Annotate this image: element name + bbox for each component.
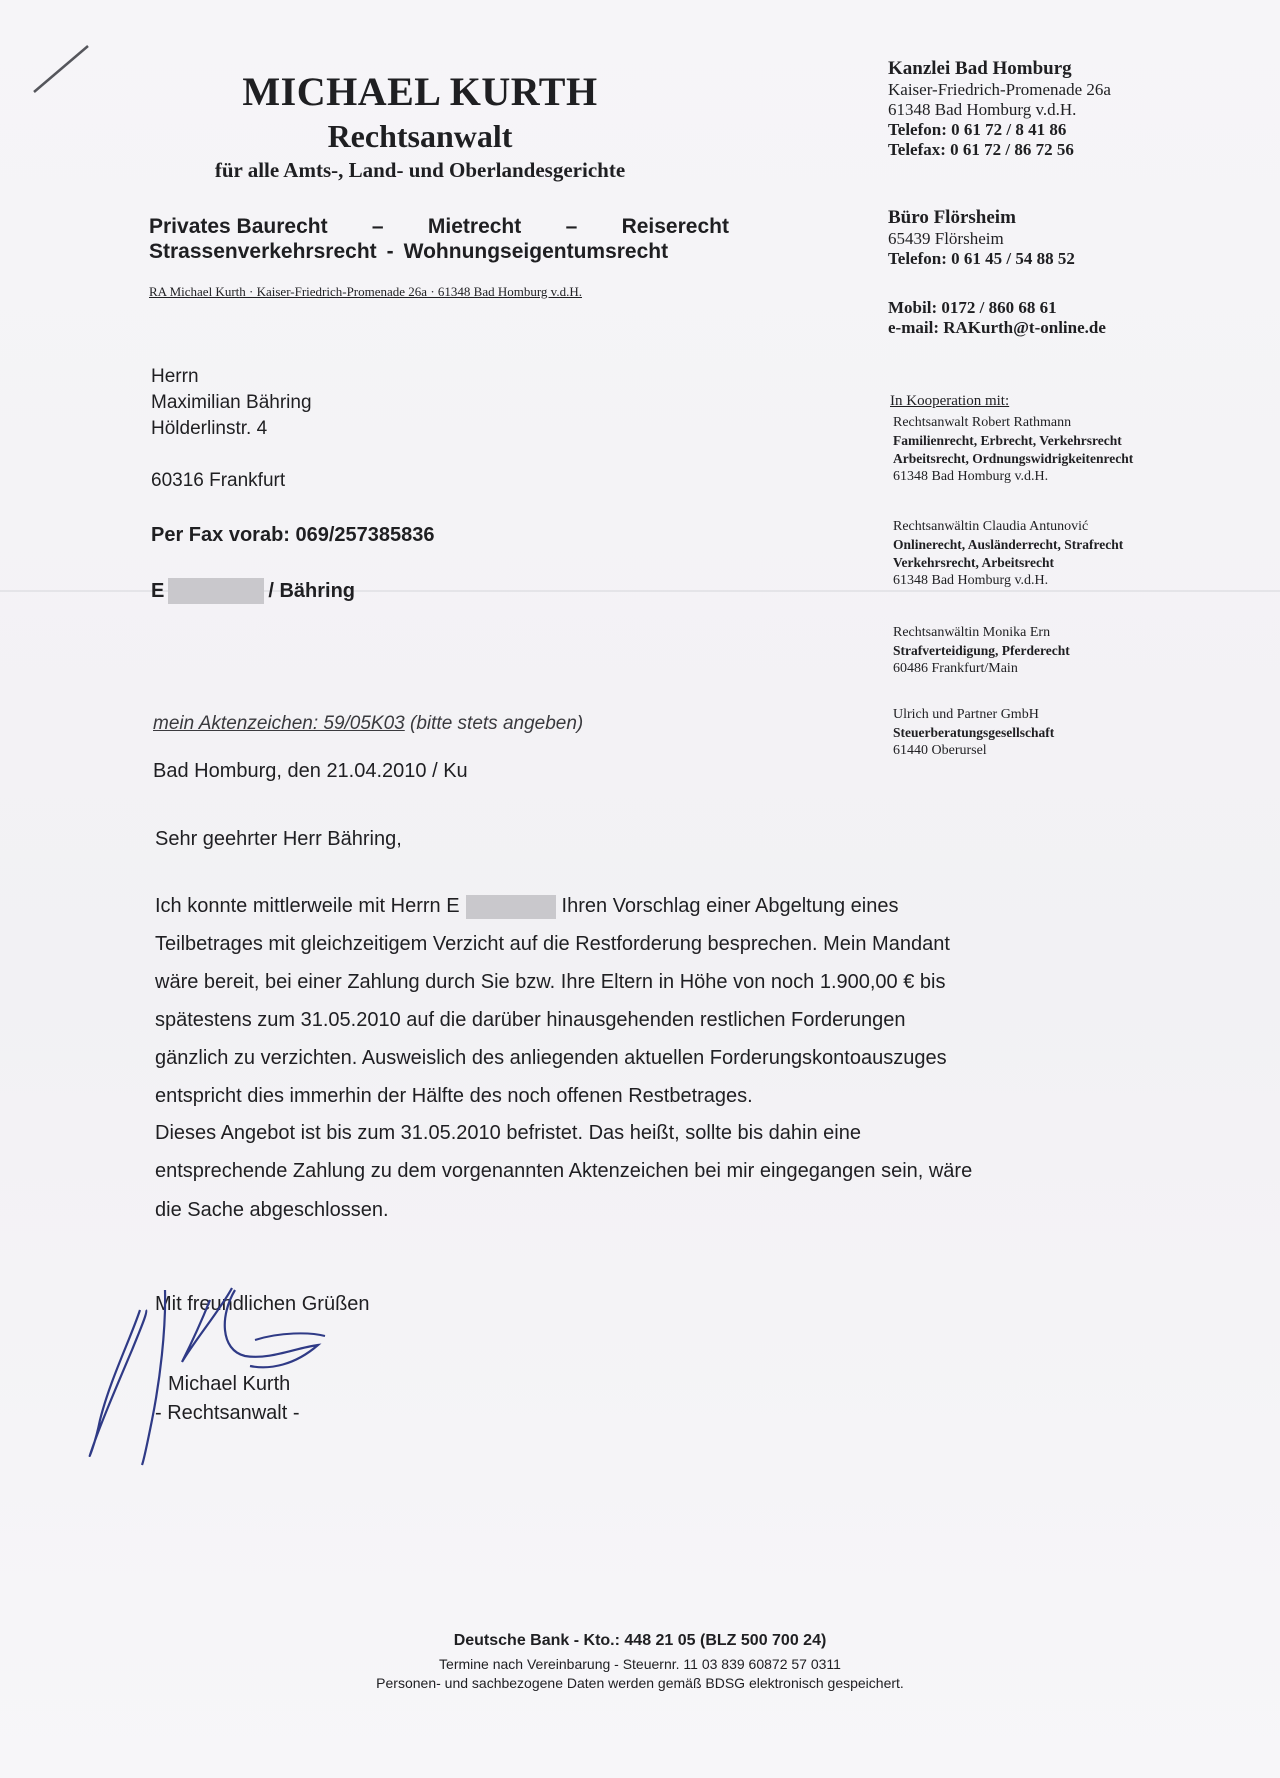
email-address: e-mail: RAKurth@t-online.de xyxy=(888,318,1106,337)
date-line: Bad Homburg, den 21.04.2010 / Ku xyxy=(153,760,468,782)
office-city: 65439 Flörsheim xyxy=(888,229,1004,248)
footer-info: Termine nach Vereinbarung - Steuernr. 11 03 839 60872 57 0311 xyxy=(439,1656,841,1672)
redaction-block xyxy=(168,578,264,604)
lawyer-title: Rechtsanwalt xyxy=(327,118,513,154)
separator: - xyxy=(386,240,394,263)
practice-area: Mietrecht xyxy=(427,215,522,238)
signer-title: - Rechtsanwalt - xyxy=(155,1402,300,1424)
body-line: die Sache abgeschlossen. xyxy=(155,1199,389,1221)
practice-area: Wohnungseigentumsrecht xyxy=(403,240,669,263)
practice-areas-row2 xyxy=(149,240,729,264)
cooperation-heading: In Kooperation mit: xyxy=(890,393,1010,409)
recipient-street: Hölderlinstr. 4 xyxy=(151,418,268,439)
office-bad-homburg xyxy=(888,58,1268,160)
recipient-name: Maximilian Bähring xyxy=(151,392,312,413)
signer-name: Michael Kurth xyxy=(168,1373,291,1395)
closing: Mit freundlichen Grüßen xyxy=(155,1293,370,1315)
footer-privacy: Personen- und sachbezogene Daten werden gemäß BDSG elektronisch gespeichert. xyxy=(376,1675,904,1691)
office-phone: Telefon: 0 61 72 / 8 41 86 xyxy=(888,120,1067,139)
partner-name: Ulrich und Partner GmbH xyxy=(893,707,1039,722)
body-line: gänzlich zu verzichten. Ausweislich des anliegenden aktuellen Forderungskontoauszuges xyxy=(155,1047,947,1069)
practice-area: Privates Baurecht xyxy=(149,215,328,238)
body-text: Ich konnte mittlerweile mit Herrn E xyxy=(155,895,460,917)
separator: – xyxy=(565,215,578,238)
courts-line: für alle Amts-, Land- und Oberlandesgerichte xyxy=(214,158,626,182)
partner-name: Rechtsanwältin Monika Ern xyxy=(893,625,1051,640)
partner-city: 61440 Oberursel xyxy=(893,743,987,758)
office-title: Kanzlei Bad Homburg xyxy=(888,58,1072,79)
office-phone: Telefon: 0 61 45 / 54 88 52 xyxy=(888,249,1075,268)
subject-suffix: / Bähring xyxy=(268,579,356,602)
subject-line xyxy=(151,578,355,604)
cooperation-partner xyxy=(893,706,1273,760)
contact-mobile-email xyxy=(888,298,1268,338)
recipient-city: 60316 Frankfurt xyxy=(151,470,286,491)
redaction-block xyxy=(466,895,556,919)
signature xyxy=(70,1270,330,1470)
office-title: Büro Flörsheim xyxy=(888,207,1016,228)
body-line xyxy=(155,888,1115,926)
cooperation-partner xyxy=(893,624,1273,678)
body-line: spätestens zum 31.05.2010 auf die darüber hinausgehenden restlichen Forderungen xyxy=(155,1009,906,1031)
sender-address-line: RA Michael Kurth · Kaiser-Friedrich-Promenade 26a · 61348 Bad Homburg v.d.H. xyxy=(149,284,582,299)
reference-line xyxy=(153,713,583,735)
cooperation-partner xyxy=(893,414,1273,486)
subject-prefix: E xyxy=(151,579,165,602)
partner-fields: Strafverteidigung, Pferderecht xyxy=(893,643,1070,658)
body-text: Ihren Vorschlag einer Abgeltung eines xyxy=(561,895,899,917)
partner-fields: Onlinerecht, Ausländerrecht, Strafrecht xyxy=(893,537,1124,552)
mobile-number: Mobil: 0172 / 860 68 61 xyxy=(888,298,1057,317)
partner-city: 61348 Bad Homburg v.d.H. xyxy=(893,469,1049,484)
partner-fields: Steuerberatungsgesellschaft xyxy=(893,725,1055,740)
reference-number: mein Aktenzeichen: 59/05K03 xyxy=(153,713,405,734)
body-line: wäre bereit, bei einer Zahlung durch Sie bzw. Ihre Eltern in Höhe von noch 1.900,00 € bis xyxy=(155,971,946,993)
office-floersheim xyxy=(888,207,1268,269)
separator: – xyxy=(371,215,384,238)
partner-fields: Verkehrsrecht, Arbeitsrecht xyxy=(893,555,1054,570)
practice-area: Strassenverkehrsrecht xyxy=(149,240,377,263)
recipient-salutation: Herrn xyxy=(151,366,199,387)
partner-fields: Arbeitsrecht, Ordnungswidrigkeitenrecht xyxy=(893,451,1134,466)
office-fax: Telefax: 0 61 72 / 86 72 56 xyxy=(888,140,1074,159)
reference-note: (bitte stets angeben) xyxy=(404,713,584,734)
footer-bank: Deutsche Bank - Kto.: 448 21 05 (BLZ 500 700 24) xyxy=(453,1632,827,1649)
body-line: entspricht dies immerhin der Hälfte des noch offenen Restbetrages. xyxy=(155,1085,753,1107)
practice-area: Reiserecht xyxy=(621,215,729,238)
partner-fields: Familienrecht, Erbrecht, Verkehrsrecht xyxy=(893,433,1122,448)
partner-name: Rechtsanwalt Robert Rathmann xyxy=(893,415,1072,430)
partner-city: 60486 Frankfurt/Main xyxy=(893,661,1018,676)
practice-areas-row1 xyxy=(149,215,729,239)
cooperation-partner xyxy=(893,518,1273,590)
fax-line: Per Fax vorab: 069/257385836 xyxy=(151,524,435,546)
partner-city: 61348 Bad Homburg v.d.H. xyxy=(893,573,1049,588)
greeting: Sehr geehrter Herr Bähring, xyxy=(155,828,402,850)
body-line: entsprechende Zahlung zu dem vorgenannten Aktenzeichen bei mir eingegangen sein, wäre xyxy=(155,1160,973,1182)
body-line: Dieses Angebot ist bis zum 31.05.2010 befristet. Das heißt, sollte bis dahin eine xyxy=(155,1122,861,1144)
office-city: 61348 Bad Homburg v.d.H. xyxy=(888,100,1077,119)
partner-name: Rechtsanwältin Claudia Antunović xyxy=(893,519,1089,534)
body-line: Teilbetrages mit gleichzeitigem Verzicht auf die Restforderung besprechen. Mein Mandant xyxy=(155,933,950,955)
lawyer-name: MICHAEL KURTH xyxy=(242,69,598,114)
office-street: Kaiser-Friedrich-Promenade 26a xyxy=(888,80,1111,99)
